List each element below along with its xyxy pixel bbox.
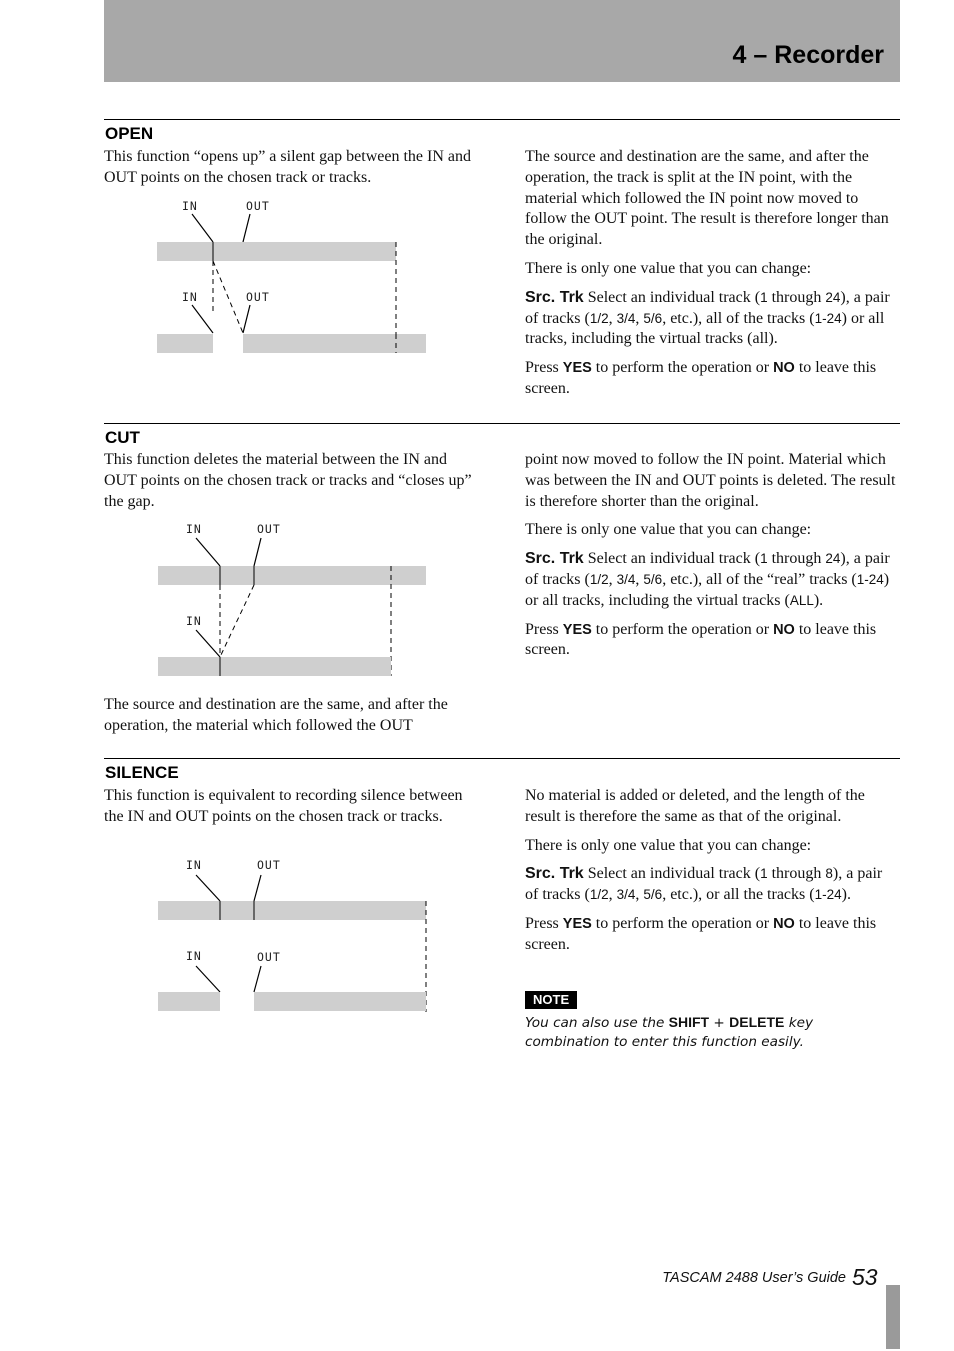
press-text: to leave this screen. [525,359,877,397]
page-number: 53 [852,1264,878,1290]
section-heading-cut: CUT [105,428,140,447]
open-result-track-before [157,334,213,353]
silence-param-text: ), a pair of tracks ( [525,865,883,904]
open-out-pointer-bottom [243,305,250,333]
silence-value-intro: There is only one value that you can change: [525,836,812,854]
open-diagram [150,195,440,365]
cut-out-pointer-top [254,538,261,566]
press-text: to perform the operation or [591,359,774,377]
open-result-track-after [243,334,426,353]
silence-param-text: , etc.), or all the tracks ( [662,886,815,904]
cut-param-text: , etc.), all of the “real” tracks ( [662,570,857,588]
cut-param-text: ) or all tracks, including the virtual tracks ( [525,570,890,609]
cut-description-end: point now moved to follow the IN point. Material which was between the IN and OUT points is deleted. The result is therefore shorter than the original. [525,451,896,510]
no-key: NO [773,915,795,932]
open-param-text: ), a pair of tracks ( [525,288,890,327]
silence-param-name: Src. Trk [525,865,584,883]
press-text: to leave this screen. [525,620,877,659]
cut-param-value: 1/2 [589,571,609,587]
cut-diagram [150,518,440,683]
open-param-name: Src. Trk [525,288,584,306]
shift-key: SHIFT [668,1014,710,1030]
silence-param-value: 5/6 [643,887,663,903]
open-out-pointer-top [243,214,250,242]
open-press-instruction [525,358,899,400]
silence-out-pointer-top [254,875,261,901]
note-text-part: + [709,1015,730,1031]
cut-param-text: , [635,570,644,588]
silence-param-text: ). [841,886,851,904]
yes-key: YES [562,915,592,932]
cut-param-text: ), a pair of tracks ( [525,550,890,588]
press-text: Press [525,359,563,377]
open-shift-guide [213,261,243,333]
open-in-pointer-bottom [192,305,213,333]
silence-diagram [150,853,440,1018]
press-text: to leave this screen. [525,914,877,953]
silence-in-pointer-top [196,875,220,901]
cut-in-label-bottom: IN [186,614,202,628]
yes-key: YES [562,621,592,638]
cut-press-instruction [525,620,899,662]
cut-param-value: 1 [760,551,768,567]
section-divider [104,119,900,120]
yes-key: YES [562,360,592,377]
silence-out-pointer-bottom [254,966,261,992]
cut-shift-guide [220,585,254,657]
silence-in-pointer-bottom [196,966,220,992]
cut-param-text: Select an individual track ( [583,550,761,568]
note-text-part: key combination to enter this function easily. [525,1015,813,1050]
open-param-value: 24 [825,289,841,305]
silence-in-label-bottom: IN [186,949,202,963]
press-text: to perform the operation or [591,914,774,932]
open-param [525,288,899,350]
open-out-label-top: OUT [246,199,270,213]
open-param-text: , [608,309,617,327]
open-value-intro: There is only one value that you can change: [525,259,812,277]
cut-param-value: 5/6 [643,571,663,587]
guide-title: TASCAM 2488 User’s Guide [662,1270,846,1286]
silence-in-label-top: IN [186,858,202,872]
open-param-text: through [767,288,826,306]
section-divider [104,423,900,424]
open-description: The source and destination are the same, and after the operation, the track is split at the IN point, with the material which followed the IN point now moved to follow the OUT point. The result is therefore longer than the original. [525,148,889,249]
cut-param-name: Src. Trk [525,550,584,568]
open-param-value: 1/2 [589,310,609,326]
press-text: Press [525,620,563,638]
cut-in-pointer-bottom [196,630,220,657]
silence-description: No material is added or deleted, and the length of the result is therefore the same as that of the original. [525,787,865,825]
note-badge: NOTE [525,991,577,1009]
open-param-value: 1-24 [814,310,842,326]
delete-key: DELETE [729,1014,785,1030]
section-heading-open: OPEN [105,124,154,143]
silence-right-column [525,786,899,964]
cut-value-intro: There is only one value that you can change: [525,521,812,539]
silence-result-track-after [254,992,426,1011]
press-text: to perform the operation or [591,620,774,638]
open-param-text: Select an individual track ( [583,288,761,306]
silence-param-value: 1/2 [589,887,609,903]
silence-out-label-bottom: OUT [257,950,281,964]
open-param-value: 1 [760,289,768,305]
note-text [525,1013,897,1052]
cut-source-track [158,566,426,585]
cut-right-column [525,450,899,669]
note-text-part: You can also use the [525,1015,669,1031]
open-source-track [157,242,396,261]
cut-result-track [158,657,391,676]
cut-description-start: The source and destination are the same, and after the operation, the material which followed the OUT [104,696,448,734]
cut-param-text: , [608,570,617,588]
cut-param-text: through [767,550,826,568]
open-param-value: 3/4 [616,310,636,326]
silence-press-instruction [525,914,899,956]
cut-param-value: 24 [825,551,841,567]
no-key: NO [773,621,795,638]
header-bar [104,0,900,82]
page-edge-tab [886,1285,900,1349]
cut-in-pointer-top [196,538,220,566]
silence-param-value: 3/4 [616,887,636,903]
silence-param-text: , [635,886,644,904]
cut-param-value: 3/4 [616,571,636,587]
silence-out-label-top: OUT [257,858,281,872]
press-text: Press [525,914,563,932]
open-param-text: ) or all tracks, including the virtual tracks (all). [525,309,885,348]
open-param-text: , etc.), all of the tracks ( [662,309,815,327]
cut-param-value: 1-24 [856,571,884,587]
open-param-text: , [635,309,644,327]
cut-param [525,549,899,611]
silence-param-text: through [767,865,826,883]
silence-param-text: , [608,886,617,904]
silence-param-value: 1 [760,866,768,882]
open-intro: This function “opens up” a silent gap between the IN and OUT points on the chosen track or tracks. [104,148,471,186]
open-right-column [525,147,899,408]
cut-param-text: ). [813,591,824,609]
silence-param-value: 1-24 [814,887,842,903]
open-out-label-bottom: OUT [246,290,270,304]
no-key: NO [773,360,795,377]
silence-param-value: 8 [825,866,833,882]
open-in-label-bottom: IN [182,290,198,304]
cut-in-label-top: IN [186,522,202,536]
silence-param-text: Select an individual track ( [583,865,761,883]
chapter-title: 4 – Recorder [732,41,884,69]
silence-param [525,864,899,906]
section-divider [104,758,900,759]
cut-out-label-top: OUT [257,522,281,536]
silence-source-track [158,901,426,920]
cut-intro: This function deletes the material between the IN and OUT points on the chosen track or tracks and “closes up” the gap. [104,451,472,510]
open-param-value: 5/6 [643,310,663,326]
open-in-pointer-top [192,214,213,242]
section-heading-silence: SILENCE [105,763,179,782]
silence-result-track-before [158,992,220,1011]
open-in-label-top: IN [182,199,198,213]
silence-intro: This function is equivalent to recording silence between the IN and OUT points on the chosen track or tracks. [104,787,463,825]
cut-param-value: ALL [789,592,814,608]
